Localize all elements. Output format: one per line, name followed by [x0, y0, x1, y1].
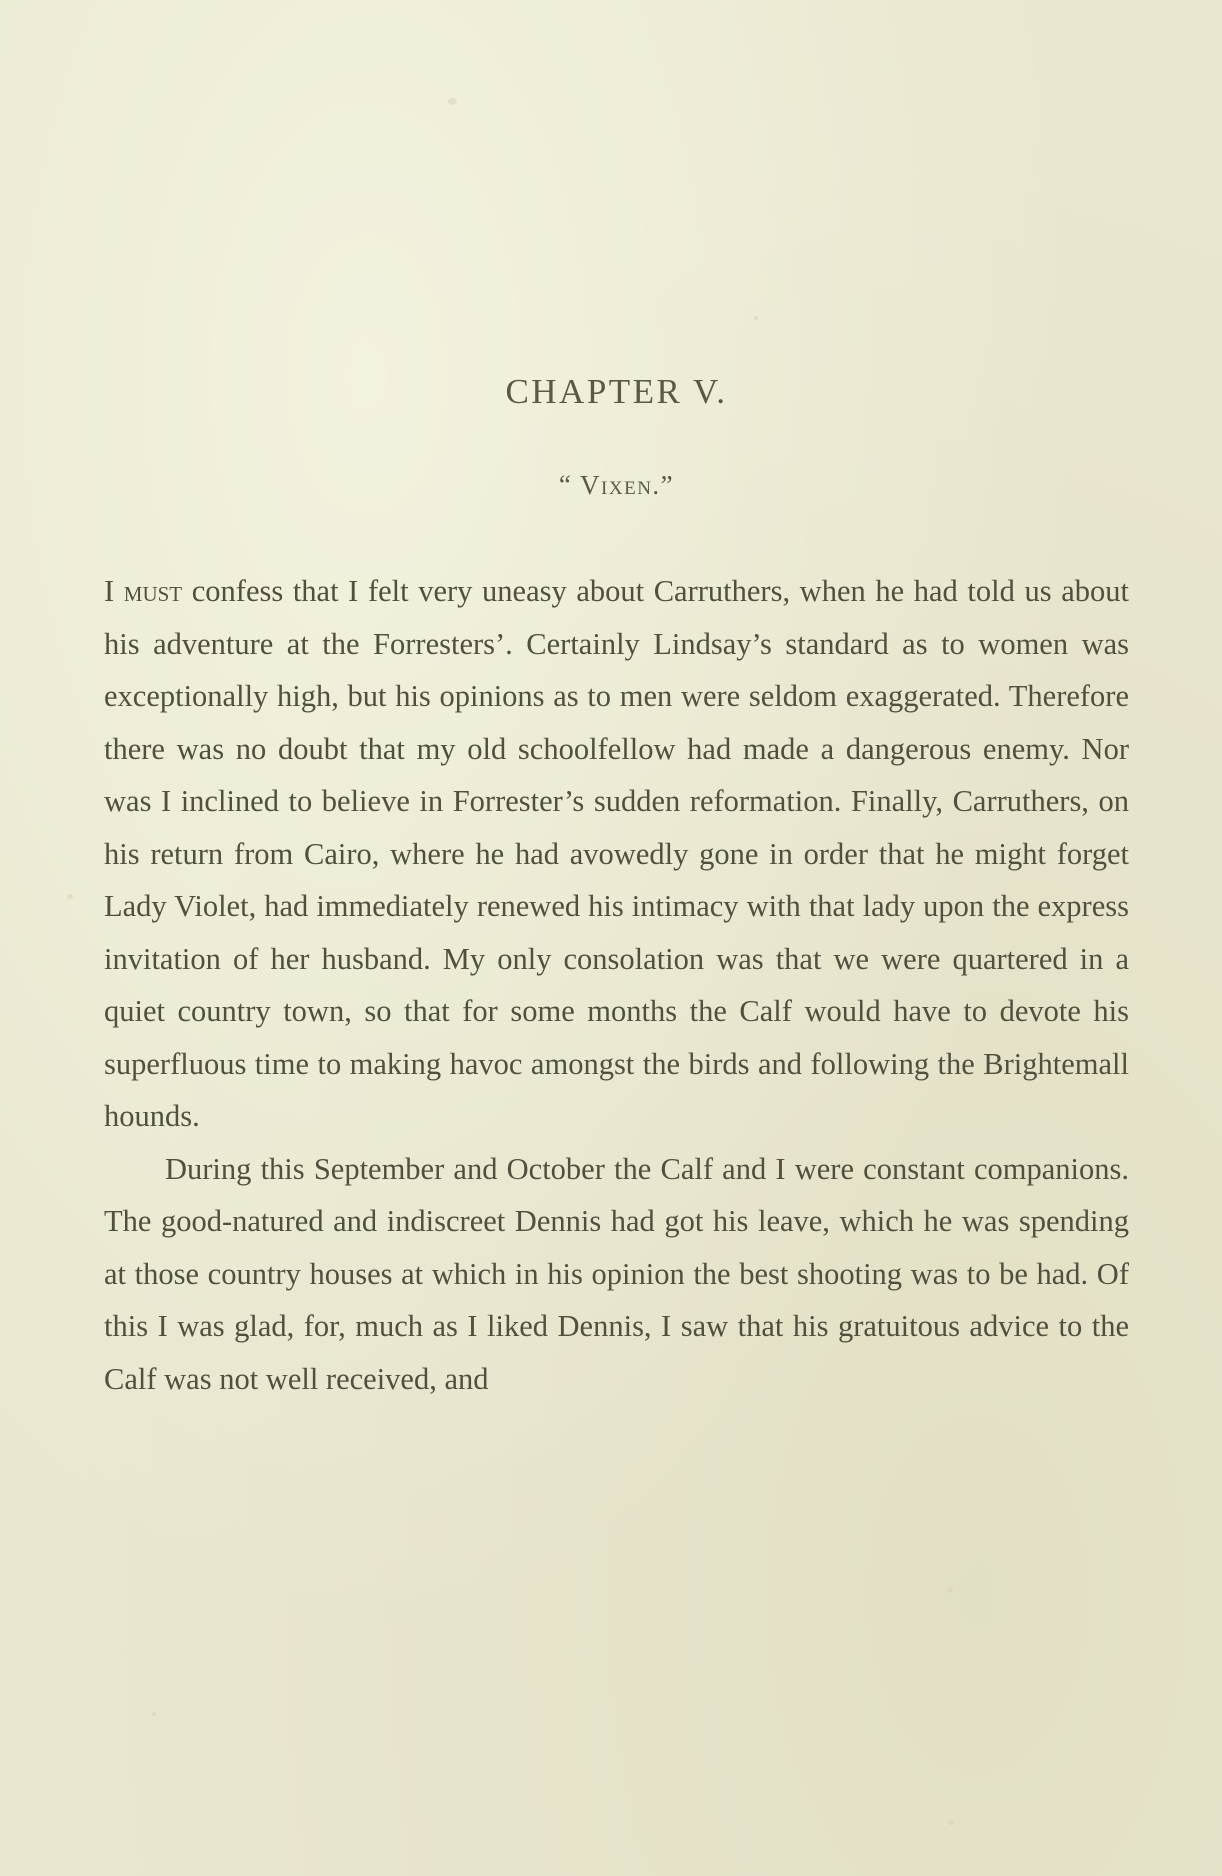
- paper-speck: [948, 1820, 954, 1825]
- paper-speck: [754, 316, 758, 320]
- page-content: [104, 372, 1129, 1405]
- section-heading: “ Vixen.”: [558, 470, 675, 500]
- paper-speck: [448, 98, 457, 105]
- paper-speck: [152, 1712, 156, 1716]
- paper-speck: [948, 1588, 953, 1593]
- opening-letter: I: [104, 574, 124, 608]
- chapter-heading: CHAPTER V.: [505, 372, 728, 411]
- opening-smallcaps: must: [123, 574, 192, 608]
- paragraph: I must confess that I felt very uneasy about Carruthers, when he had told us about his adventure at the Forresters’. Certainly Lindsay’s standard as to women was exceptionally high, but his opinions as to men were seldom exaggerated. Therefore there was no doubt that my old schoolfellow had made a dangerous enemy. Nor was I inclined to believe in Forrester’s sudden reformation. Finally, Carruthers, on his return from Cairo, where he had avowedly gone in order that he might forget Lady Violet, had immediately renewed his intimacy with that lady upon the express invitation of her husband. My only consolation was that we were quartered in a quiet country town, so that for some months the Calf would have to devote his superfluous time to making havoc amongst the birds and following the Brightemall hounds.: [104, 574, 1129, 1133]
- paragraph: During this September and October the Calf and I were constant companions. The good-natured and indiscreet Dennis had got his leave, which he was spending at those country houses at which in his opinion the best shooting was to be had. Of this I was glad, for, much as I liked Dennis, I saw that his gratuitous advice to the Calf was not well received, and: [104, 1151, 1129, 1396]
- body-text: [104, 565, 1129, 1405]
- paper-speck: [67, 894, 73, 899]
